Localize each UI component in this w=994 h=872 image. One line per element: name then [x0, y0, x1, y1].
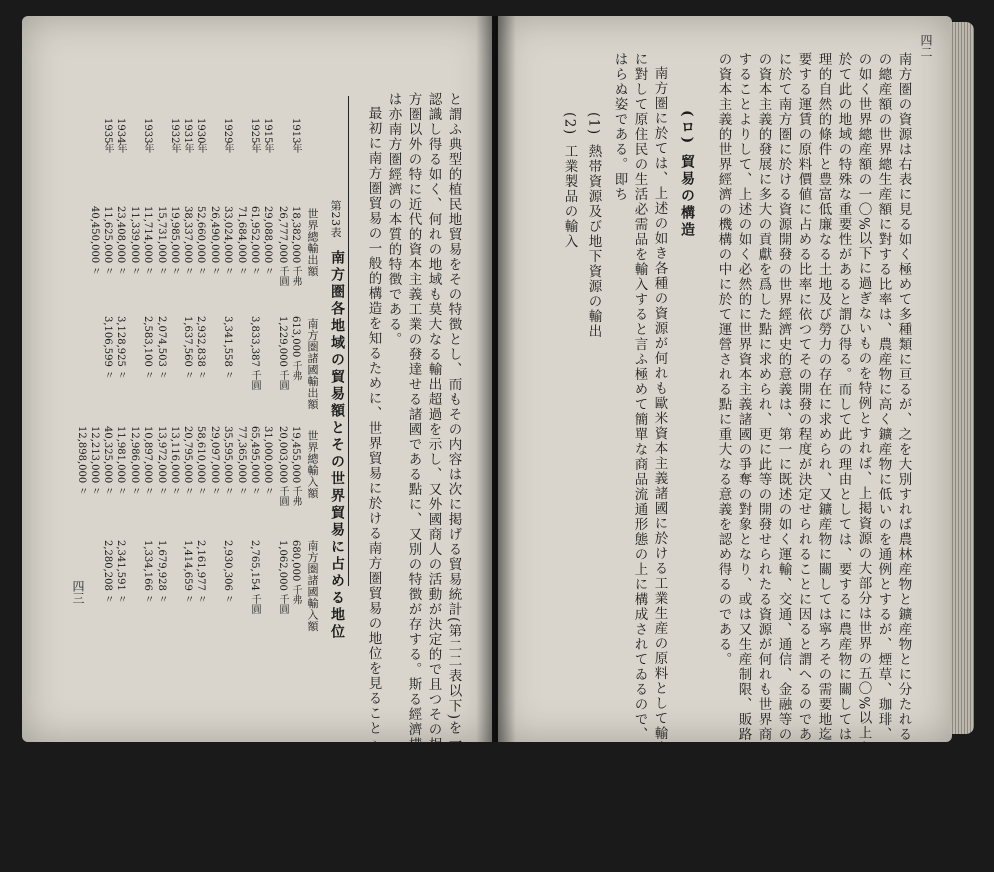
- table-cell: 12,898,000 〃: [76, 426, 87, 497]
- table-cell: 71,684,000 〃: [236, 206, 247, 277]
- text-line: に於て南方圏に於ける資源開發の世界經濟史的意義は、第一に既述の如く運輸、交通、通信、金融等の分野に於てそ: [775, 52, 792, 832]
- table-cell: 58,610,000 〃: [195, 426, 206, 497]
- table-cell: 19,985,000 〃: [169, 206, 180, 277]
- table-header: 南方圏諸國輸出額: [306, 318, 319, 410]
- table-cell: 23,408,000 〃: [115, 206, 126, 277]
- table-rule: [348, 96, 349, 586]
- text-line: 最初に南方圏貿易の一般的構造を知るために、世界貿易に於ける南方圏貿易の地位を見ることゝしよう。: [365, 106, 382, 811]
- list-item: 熱帯資源及び地下資源の輸出: [585, 144, 602, 339]
- table-cell: 31,000,000 〃: [262, 426, 273, 497]
- table-cell: 26,777,000 千圓: [277, 206, 288, 287]
- table-cell: 29,088,000 〃: [262, 206, 273, 277]
- list-item-number: (1): [585, 112, 602, 136]
- table-header: 世界總輸出額: [306, 208, 319, 277]
- table-header: 世界總輸入額: [306, 430, 319, 499]
- table-cell: 2,341,591 〃: [115, 540, 126, 605]
- table-cell: 15,731,000 〃: [156, 206, 167, 277]
- table-cell: 2,161,977 〃: [195, 540, 206, 605]
- table-cell: 1,334,166 〃: [142, 540, 153, 605]
- table-cell: 40,450,000 〃: [89, 206, 100, 277]
- text-line: 方圏以外の特に近代的資本主義工業の發達せる諸國である點に、又別の特徴が存する。斯る經濟構造とその形成過程: [405, 92, 422, 872]
- table-cell: 19,455,000 千弗: [290, 426, 301, 507]
- list-item-number: (2): [561, 112, 578, 136]
- table-header: 南方圏諸國輸入額: [306, 540, 319, 632]
- table-cell: 38,337,000 〃: [182, 206, 193, 277]
- table-cell: 11,625,000 〃: [102, 206, 113, 277]
- row-year: 1932年: [169, 118, 180, 154]
- row-year: 1930年: [195, 118, 206, 154]
- text-line: 南方圏に於ては、上述の如き各種の資源が何れも歐米資本主義諸國に於ける工業生産の原料として輸出せられ、之: [651, 66, 668, 831]
- text-line: 要する運賃の原料價値に占める比率に依つてその開發の程度が決定せられることに因ると謂へるのであらう。此の意味: [795, 52, 812, 847]
- table-cell: 1,637,560 〃: [182, 316, 193, 381]
- table-cell: 18,382,000 千弗: [290, 206, 301, 287]
- page-number-right: 四二: [919, 34, 933, 58]
- text-line: に對して原住民の生活必需品を輸入すると言ふ極めて簡單な商品流通形態の上に構成されてゐるので、その貿易の性格: [631, 52, 648, 847]
- book-gutter: [476, 16, 516, 742]
- table-cell: 35,595,000 〃: [222, 426, 233, 497]
- table-cell: 40,325,000 〃: [102, 426, 113, 497]
- text-line: 於て此の地域の特殊な重要性があると謂ひ得る。而して此の理由としては、要するに農産物に關しては南方圏の地: [835, 52, 852, 817]
- table-cell: 26,490,000 〃: [209, 206, 220, 277]
- text-line: することよりして、上述の如く必然的に世界資本主義諸國の爭奪の對象となり、或は又生産制限、販路協定、其の他: [735, 52, 752, 832]
- text-line: の資本主義的發展に多大の貢獻を爲した點に求められ、更に此等の開發せられたる資源が何れも世界商品的性格を有: [755, 52, 772, 832]
- table-cell: 52,660,000 〃: [195, 206, 206, 277]
- section-heading: (ロ) 貿易の構造: [679, 110, 695, 240]
- table-cell: 3,106,599 〃: [102, 316, 113, 381]
- row-year: 1929年: [222, 118, 233, 154]
- table-number: 第23表: [329, 200, 342, 238]
- table-cell: 3,341,558 〃: [222, 316, 233, 381]
- table-cell: 613,000 千弗: [290, 316, 301, 381]
- table-cell: 13,116,000 〃: [169, 426, 180, 497]
- text-line: 認識し得る如く、何れの地域も莫大なる輸出超過を示し、又外國商人の活動が決定的で且つその相手先は大概分が南: [425, 92, 442, 872]
- text-line: の資本主義的世界經濟の機構の中に於て運營される點に重大なる意義を認め得るのである。: [715, 52, 732, 667]
- table-cell: 11,714,000 〃: [142, 206, 153, 277]
- row-year: 1933年: [142, 118, 153, 154]
- page-edges: [950, 22, 974, 734]
- table-cell: 2,765,154 千圓: [249, 540, 260, 615]
- table-cell: 12,213,000 〃: [89, 426, 100, 497]
- table-cell: 20,003,000 千圓: [277, 426, 288, 507]
- text-line: は亦南方圏經濟の本質的特徴である。: [385, 92, 402, 347]
- table-cell: 11,339,000 〃: [129, 206, 140, 277]
- table-cell: 2,583,100 〃: [142, 316, 153, 381]
- table-cell: 61,952,000 〃: [249, 206, 260, 277]
- text-line: の總産額の世界總生産額に對する比率は、農産物に高く鑛産物に低いのを通例とするが、煙草、珈琲、ボーキサイト: [875, 52, 892, 832]
- table-cell: 2,074,503 〃: [156, 316, 167, 381]
- text-line: の如く世界總産額の一〇%以下に過ぎないものを特例とすれば、上掲資源の大部分は世界の五〇%以上を産出する點に: [855, 52, 872, 846]
- table-cell: 680,000 千弗: [290, 540, 301, 605]
- table-cell: 3,833,387 千圓: [249, 316, 260, 391]
- table-cell: 2,930,306 〃: [222, 540, 233, 605]
- row-year: 1934年: [115, 118, 126, 154]
- row-year: 1925年: [249, 118, 260, 154]
- list-item: 工業製品の輸入: [561, 144, 578, 249]
- text-line: はらぬ姿である。即ち: [611, 52, 628, 202]
- table-cell: 2,932,838 〃: [195, 316, 206, 381]
- table-cell: 1,062,000 千圓: [277, 540, 288, 615]
- text-line: 南方圏の資源は右表に見る如く極めて多種類に亘るが、之を大別すれば農林産物と鑛産物とに分たれる。而してそ: [895, 52, 912, 817]
- text-line: 理的自然的條件と豊富低廉なる土地及び勞力の存在に求められ、又鑛産物に關しては寧ろその需要地迄の距離と之に: [815, 52, 832, 832]
- row-year: 1931年: [182, 118, 193, 154]
- table-cell: 29,097,000 〃: [209, 426, 220, 497]
- table-cell: 12,986,000 〃: [129, 426, 140, 497]
- table-cell: 1,679,928 〃: [156, 540, 167, 605]
- table-cell: 20,795,000 〃: [182, 426, 193, 497]
- table-cell: 1,414,659 〃: [182, 540, 193, 605]
- row-year: 1935年: [102, 118, 113, 154]
- row-year: 1915年: [262, 118, 273, 154]
- table-cell: 1,229,000 千圓: [277, 316, 288, 391]
- text-line: と謂ふ典型的植民地貿易をその特徴とし、而もその内容は次に掲げる貿易統計(第二二表以下)を一覽すれば直ちに: [445, 92, 462, 856]
- table-cell: 77,365,000 〃: [236, 426, 247, 497]
- table-cell: 65,495,000 〃: [249, 426, 260, 497]
- row-year: 1913年: [290, 118, 301, 154]
- table-cell: 13,972,000 〃: [156, 426, 167, 497]
- table-caption: 南方圏各地域の貿易額とその世界貿易に占める地位: [329, 250, 345, 641]
- table-cell: 2,280,208 〃: [102, 540, 113, 605]
- table-cell: 10,897,000 〃: [142, 426, 153, 497]
- table-cell: 3,128,925 〃: [115, 316, 126, 381]
- table-cell: 11,981,000 〃: [115, 426, 126, 497]
- page-number-left: 四三: [71, 580, 85, 604]
- table-cell: 33,024,000 〃: [222, 206, 233, 277]
